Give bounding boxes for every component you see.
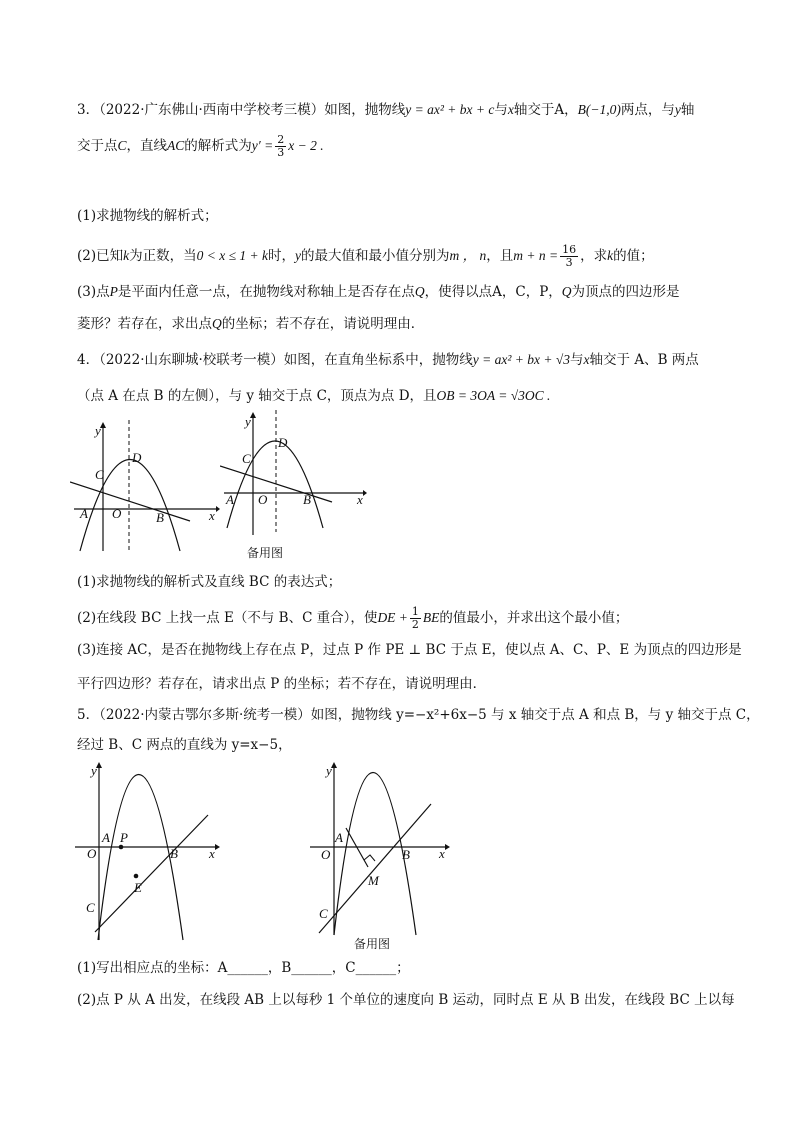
- q4-sub2: [77, 606, 628, 631]
- math-line-rest: x − 2 .: [288, 138, 324, 153]
- q4-sub1: (1)求抛物线的解析式及直线 BC 的表达式；: [77, 574, 342, 590]
- text: 的最大值和最小值分别为: [301, 248, 450, 264]
- right-angle-mark: [364, 855, 375, 861]
- math-x: x: [583, 352, 590, 367]
- math-q: Q: [212, 316, 222, 331]
- fraction-16-3: [560, 244, 578, 269]
- q4-sub3-line1: (3)连接 AC，是否在抛物线上存在点 P，过点 P 作 PE ⊥ BC 于点 E，使以点 A、C、P、E 为顶点的四边形是: [77, 642, 742, 658]
- q3-sub2: [77, 244, 654, 269]
- q4-figure-2: [220, 410, 370, 540]
- label-o: O: [112, 506, 122, 521]
- math-y: y: [674, 102, 681, 117]
- math-mn: m ， n: [449, 248, 487, 263]
- fraction-2-3: [275, 134, 286, 159]
- math-range: 0 < x ≤ 1 + k: [196, 248, 268, 263]
- q5-sub2: (2)点 P 从 A 出发，在线段 AB 上以每秒 1 个单位的速度向 B 运动，同时点 E 从 B 出发，在线段 BC 上以每: [77, 992, 735, 1008]
- text: 为正数，当: [129, 248, 197, 264]
- label-p: P: [120, 830, 128, 845]
- y-axis-arrow: [100, 422, 106, 428]
- q5-backup-caption: 备用图: [354, 937, 391, 951]
- y-axis-arrow: [331, 762, 337, 768]
- q3-line1: [77, 100, 694, 120]
- label-a: A: [102, 830, 110, 845]
- q3-sub1: (1)求抛物线的解析式；: [77, 208, 218, 224]
- text: 两点，与: [620, 102, 675, 118]
- line-bc: [70, 482, 190, 521]
- label-a: A: [335, 830, 343, 845]
- math-condition: OB = 3OA = √3OC .: [436, 388, 551, 403]
- text: (2)在线段 BC 上找一点 E（不与 B、C 重合），使: [77, 610, 378, 626]
- q3-sub3-line2: [77, 314, 424, 334]
- text: 为顶点的四边形是: [571, 284, 680, 300]
- text: ，且: [486, 248, 514, 264]
- math-k: k: [607, 248, 614, 263]
- label-b: B: [303, 492, 311, 507]
- text: 是平面内任意一点，在抛物线对称轴上是否存在点: [117, 284, 415, 300]
- math-ac: AC: [167, 138, 185, 153]
- label-c: C: [86, 900, 95, 915]
- text: 的解析式为: [184, 138, 252, 154]
- line-bc: [95, 815, 208, 932]
- text: 菱形？若存在，求出点: [77, 316, 212, 332]
- math-sum: m + n =: [513, 248, 559, 263]
- math-q: Q: [561, 284, 572, 299]
- x-axis-arrow: [215, 844, 220, 850]
- text: 与: [494, 102, 508, 118]
- q5-line1: 5．（2022·内蒙古鄂尔多斯·统考一模）如图，抛物线 y=−x²+6x−5 与 x 轴交于点 A 和点 B，与 y 轴交于点 C，: [77, 707, 760, 723]
- text: ，求: [580, 248, 608, 264]
- y-axis-arrow: [96, 762, 102, 768]
- label-b: B: [402, 847, 410, 862]
- line-bc: [319, 804, 431, 933]
- label-a: A: [80, 506, 88, 521]
- text: ，使得以点A，C，P，: [424, 284, 562, 300]
- label-c: C: [242, 451, 251, 466]
- math-x: x: [507, 102, 514, 117]
- label-o: O: [87, 846, 97, 861]
- q3-intro: 3．（2022·广东佛山·西南中学校考三模）如图，抛物线: [77, 102, 406, 118]
- math-q: Q: [414, 284, 425, 299]
- point-p: [119, 845, 124, 850]
- label-a: A: [226, 492, 234, 507]
- q4-parabola-eq: y = ax² + bx + √3: [472, 352, 571, 367]
- text: 时，: [268, 248, 295, 264]
- label-x: x: [357, 492, 363, 507]
- q4-sub3-line2: 平行四边形？若存在，请求出点 P 的坐标；若不存在，请说明理由．: [77, 676, 487, 692]
- math-de: DE +: [377, 610, 408, 625]
- text: 轴: [680, 102, 695, 118]
- text: ，直线: [126, 138, 168, 154]
- q3-point-b: B(−1,0): [577, 102, 621, 117]
- text: 与: [570, 352, 584, 368]
- text: 4．（2022·山东聊城·校联考一模）如图，在直角坐标系中，抛物线: [77, 352, 473, 368]
- label-b: B: [156, 510, 164, 525]
- label-y: y: [91, 763, 97, 778]
- q4-figure-1: [70, 420, 220, 555]
- q3-line2: [77, 134, 324, 159]
- x-axis-arrow: [363, 490, 367, 496]
- text: (3)点: [77, 284, 110, 300]
- text: 的坐标；若不存在，请说明理由．: [221, 316, 425, 332]
- label-o: O: [321, 847, 331, 862]
- q5-line2: 经过 B、C 两点的直线为 y=x−5，: [77, 737, 292, 753]
- label-x: x: [209, 846, 215, 861]
- q5-figure-2: [305, 758, 465, 938]
- q4-backup-caption: 备用图: [247, 546, 284, 560]
- text: 的值；: [613, 248, 654, 264]
- label-y: y: [95, 423, 101, 438]
- q5-sub1: (1)写出相应点的坐标：A______，B______，C______；: [77, 960, 410, 976]
- text: (2)已知: [77, 248, 124, 264]
- label-o: O: [258, 492, 268, 507]
- label-y: y: [326, 763, 332, 778]
- fraction-1-2: [410, 606, 421, 631]
- math-c: C: [117, 138, 127, 153]
- label-x: x: [209, 508, 215, 523]
- y-axis-arrow: [250, 412, 256, 418]
- q4-line1: [77, 350, 699, 370]
- math-be: BE: [422, 610, 440, 625]
- numerator: 2: [277, 133, 285, 146]
- numerator: 1: [411, 605, 419, 618]
- denominator: 3: [565, 256, 573, 269]
- label-d: D: [278, 435, 288, 450]
- text: 的值最小，并求出这个最小值；: [439, 610, 629, 626]
- text: 轴交于 A、B 两点: [589, 352, 699, 368]
- math-p: P: [109, 284, 118, 299]
- q4-line2: [77, 386, 550, 406]
- denominator: 3: [277, 146, 285, 159]
- label-e: E: [134, 880, 142, 895]
- q3-sub3-line1: [77, 282, 680, 302]
- math-k: k: [123, 248, 130, 263]
- q5-figure-1: [70, 758, 230, 943]
- label-c: C: [319, 906, 328, 921]
- point-e: [134, 874, 139, 879]
- label-x: x: [439, 846, 445, 861]
- label-b: B: [170, 846, 178, 861]
- text: 交于点: [77, 138, 118, 154]
- denominator: 2: [411, 618, 419, 631]
- label-d: D: [132, 450, 142, 465]
- label-m: M: [368, 873, 379, 888]
- text: 轴交于A，: [513, 102, 578, 118]
- numerator: 16: [562, 243, 577, 256]
- math-y: y: [295, 248, 301, 263]
- x-axis-arrow: [445, 844, 450, 850]
- label-y: y: [245, 414, 251, 429]
- label-c: C: [95, 467, 104, 482]
- math-yprime: y′ =: [251, 138, 274, 153]
- text: （点 A 在点 B 的左侧），与 y 轴交于点 C，顶点为点 D，且: [77, 388, 437, 404]
- q3-parabola-eq: y = ax² + bx + c: [405, 102, 495, 117]
